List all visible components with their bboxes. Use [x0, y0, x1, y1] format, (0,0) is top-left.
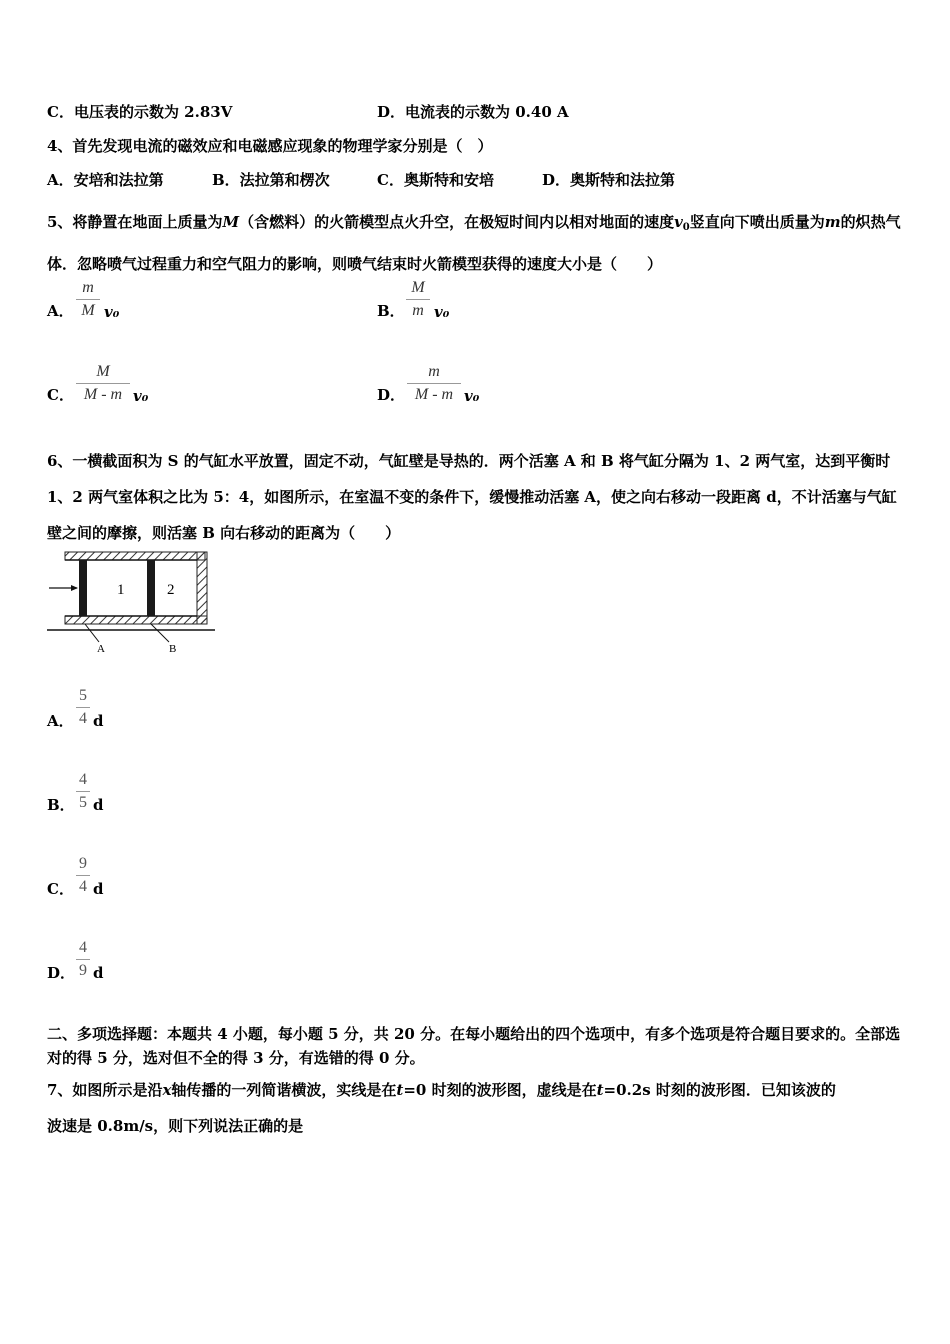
- q5-option-c-fraction: M M - m: [76, 362, 130, 405]
- q7-var-t2: t: [596, 1081, 604, 1099]
- piston-a-label: A: [97, 643, 105, 654]
- q6-option-d-unit: d: [93, 964, 104, 982]
- chamber-2-label: 2: [167, 582, 175, 598]
- q5-option-d-label: D．: [377, 386, 406, 404]
- q5-option-b-fraction: M m: [406, 278, 430, 321]
- q3-option-c-text: 电压表的示数为 2.83V: [73, 103, 233, 121]
- q4-option-a: A．安培和法拉第: [47, 171, 164, 189]
- q6-stem: 6、一横截面积为 S 的气缸水平放置，固定不动，气缸壁是导热的．两个活塞 A 和 B 将气缸分隔为 1、2 两气室，达到平衡时 1、2 两气室体积之比为 5：4，如图所示，在室温不变的条件下，缓慢推动活塞 A，使之向右移动一段距离 d，不计活塞与气缸壁之间的摩擦，则活塞 B 向右移动的距离为（ ）: [47, 452, 897, 542]
- q6-option-a-fraction: 5 4: [76, 686, 90, 729]
- q6-option-d-fraction: 4 9: [76, 938, 90, 981]
- q5-option-c-v0: v₀: [133, 387, 149, 405]
- cylinder-piston-figure: [47, 548, 217, 654]
- q6-option-a-unit: d: [93, 712, 104, 730]
- q3-option-c: [47, 102, 232, 122]
- q7-stem-line2: 波速是 0.8m/s，则下列说法正确的是: [47, 1117, 304, 1135]
- piston-a: [79, 560, 87, 616]
- q7-var-x: x: [162, 1081, 172, 1099]
- q5-option-b-label: B．: [377, 302, 405, 320]
- q6-option-b-label: B．: [47, 796, 75, 814]
- chamber-1-label: 1: [117, 582, 125, 598]
- q5-option-b-v0: v₀: [434, 303, 450, 321]
- q3-option-c-label: C．: [47, 103, 74, 121]
- q6-option-b-fraction: 4 5: [76, 770, 90, 813]
- q5-option-a-v0: v₀: [104, 303, 120, 321]
- cylinder-right-wall: [197, 552, 207, 624]
- q5-option-a-label: A．: [47, 302, 74, 320]
- q7-var-t1: t: [396, 1081, 404, 1099]
- q5-var-v-sub: 0: [682, 222, 690, 233]
- q6-option-a-label: A．: [47, 712, 74, 730]
- q4-option-c: C．奥斯特和安培: [377, 171, 494, 189]
- q5-stem: 5、将静置在地面上质量为M（含燃料）的火箭模型点火升空，在极短时间内以相对地面的速度$v_0$竖直向下喷出质量为m的炽热气体．忽略喷气过程重力和空气阻力的影响，则喷气结束时火箭模型获得的速度大小是（ ）: [47, 213, 901, 273]
- q4-option-b: B．法拉第和楞次: [212, 171, 330, 189]
- q5-var-M: M: [222, 213, 240, 231]
- q6-option-c-unit: d: [93, 880, 104, 898]
- q6-option-d-label: D．: [47, 964, 76, 982]
- q3-option-d-label: D．: [377, 103, 406, 121]
- q4-option-d: D．奥斯特和法拉第: [542, 171, 676, 189]
- q6-option-b-unit: d: [93, 796, 104, 814]
- q5-option-c-label: C．: [47, 386, 74, 404]
- q5-option-a-fraction: m M: [76, 278, 100, 321]
- q3-option-d: [377, 102, 569, 122]
- q6-option-c-fraction: 9 4: [76, 854, 90, 897]
- q4-stem: 4、首先发现电流的磁效应和电磁感应现象的物理学家分别是（ ）: [47, 137, 493, 155]
- q3-option-d-text: 电流表的示数为 0.40 A: [405, 103, 569, 121]
- q5-option-d-v0: v₀: [464, 387, 480, 405]
- cylinder-bottom-wall: [65, 616, 207, 624]
- piston-b-label: B: [169, 643, 177, 654]
- q5-option-d-fraction: m M - m: [407, 362, 461, 405]
- q6-option-c-label: C．: [47, 880, 74, 898]
- q7-stem: 7、如图所示是沿x轴传播的一列简谐横波，实线是在t=0 时刻的波形图，虚线是在t=0.2s 时刻的波形图．已知该波的 波速是 0.8m/s，则下列说法正确的是: [47, 1081, 836, 1135]
- section-2-heading: 二、多项选择题：本题共 4 小题，每小题 5 分，共 20 分。在每小题给出的四个选项中，有多个选项是符合题目要求的。全部选对的得 5 分，选对但不全的得 3 分，有选错的得 0 分。: [47, 1025, 901, 1067]
- q5-var-v: v: [674, 213, 683, 231]
- q5-var-m: m: [824, 213, 841, 231]
- piston-b: [147, 560, 155, 616]
- cylinder-top-wall: [65, 552, 205, 560]
